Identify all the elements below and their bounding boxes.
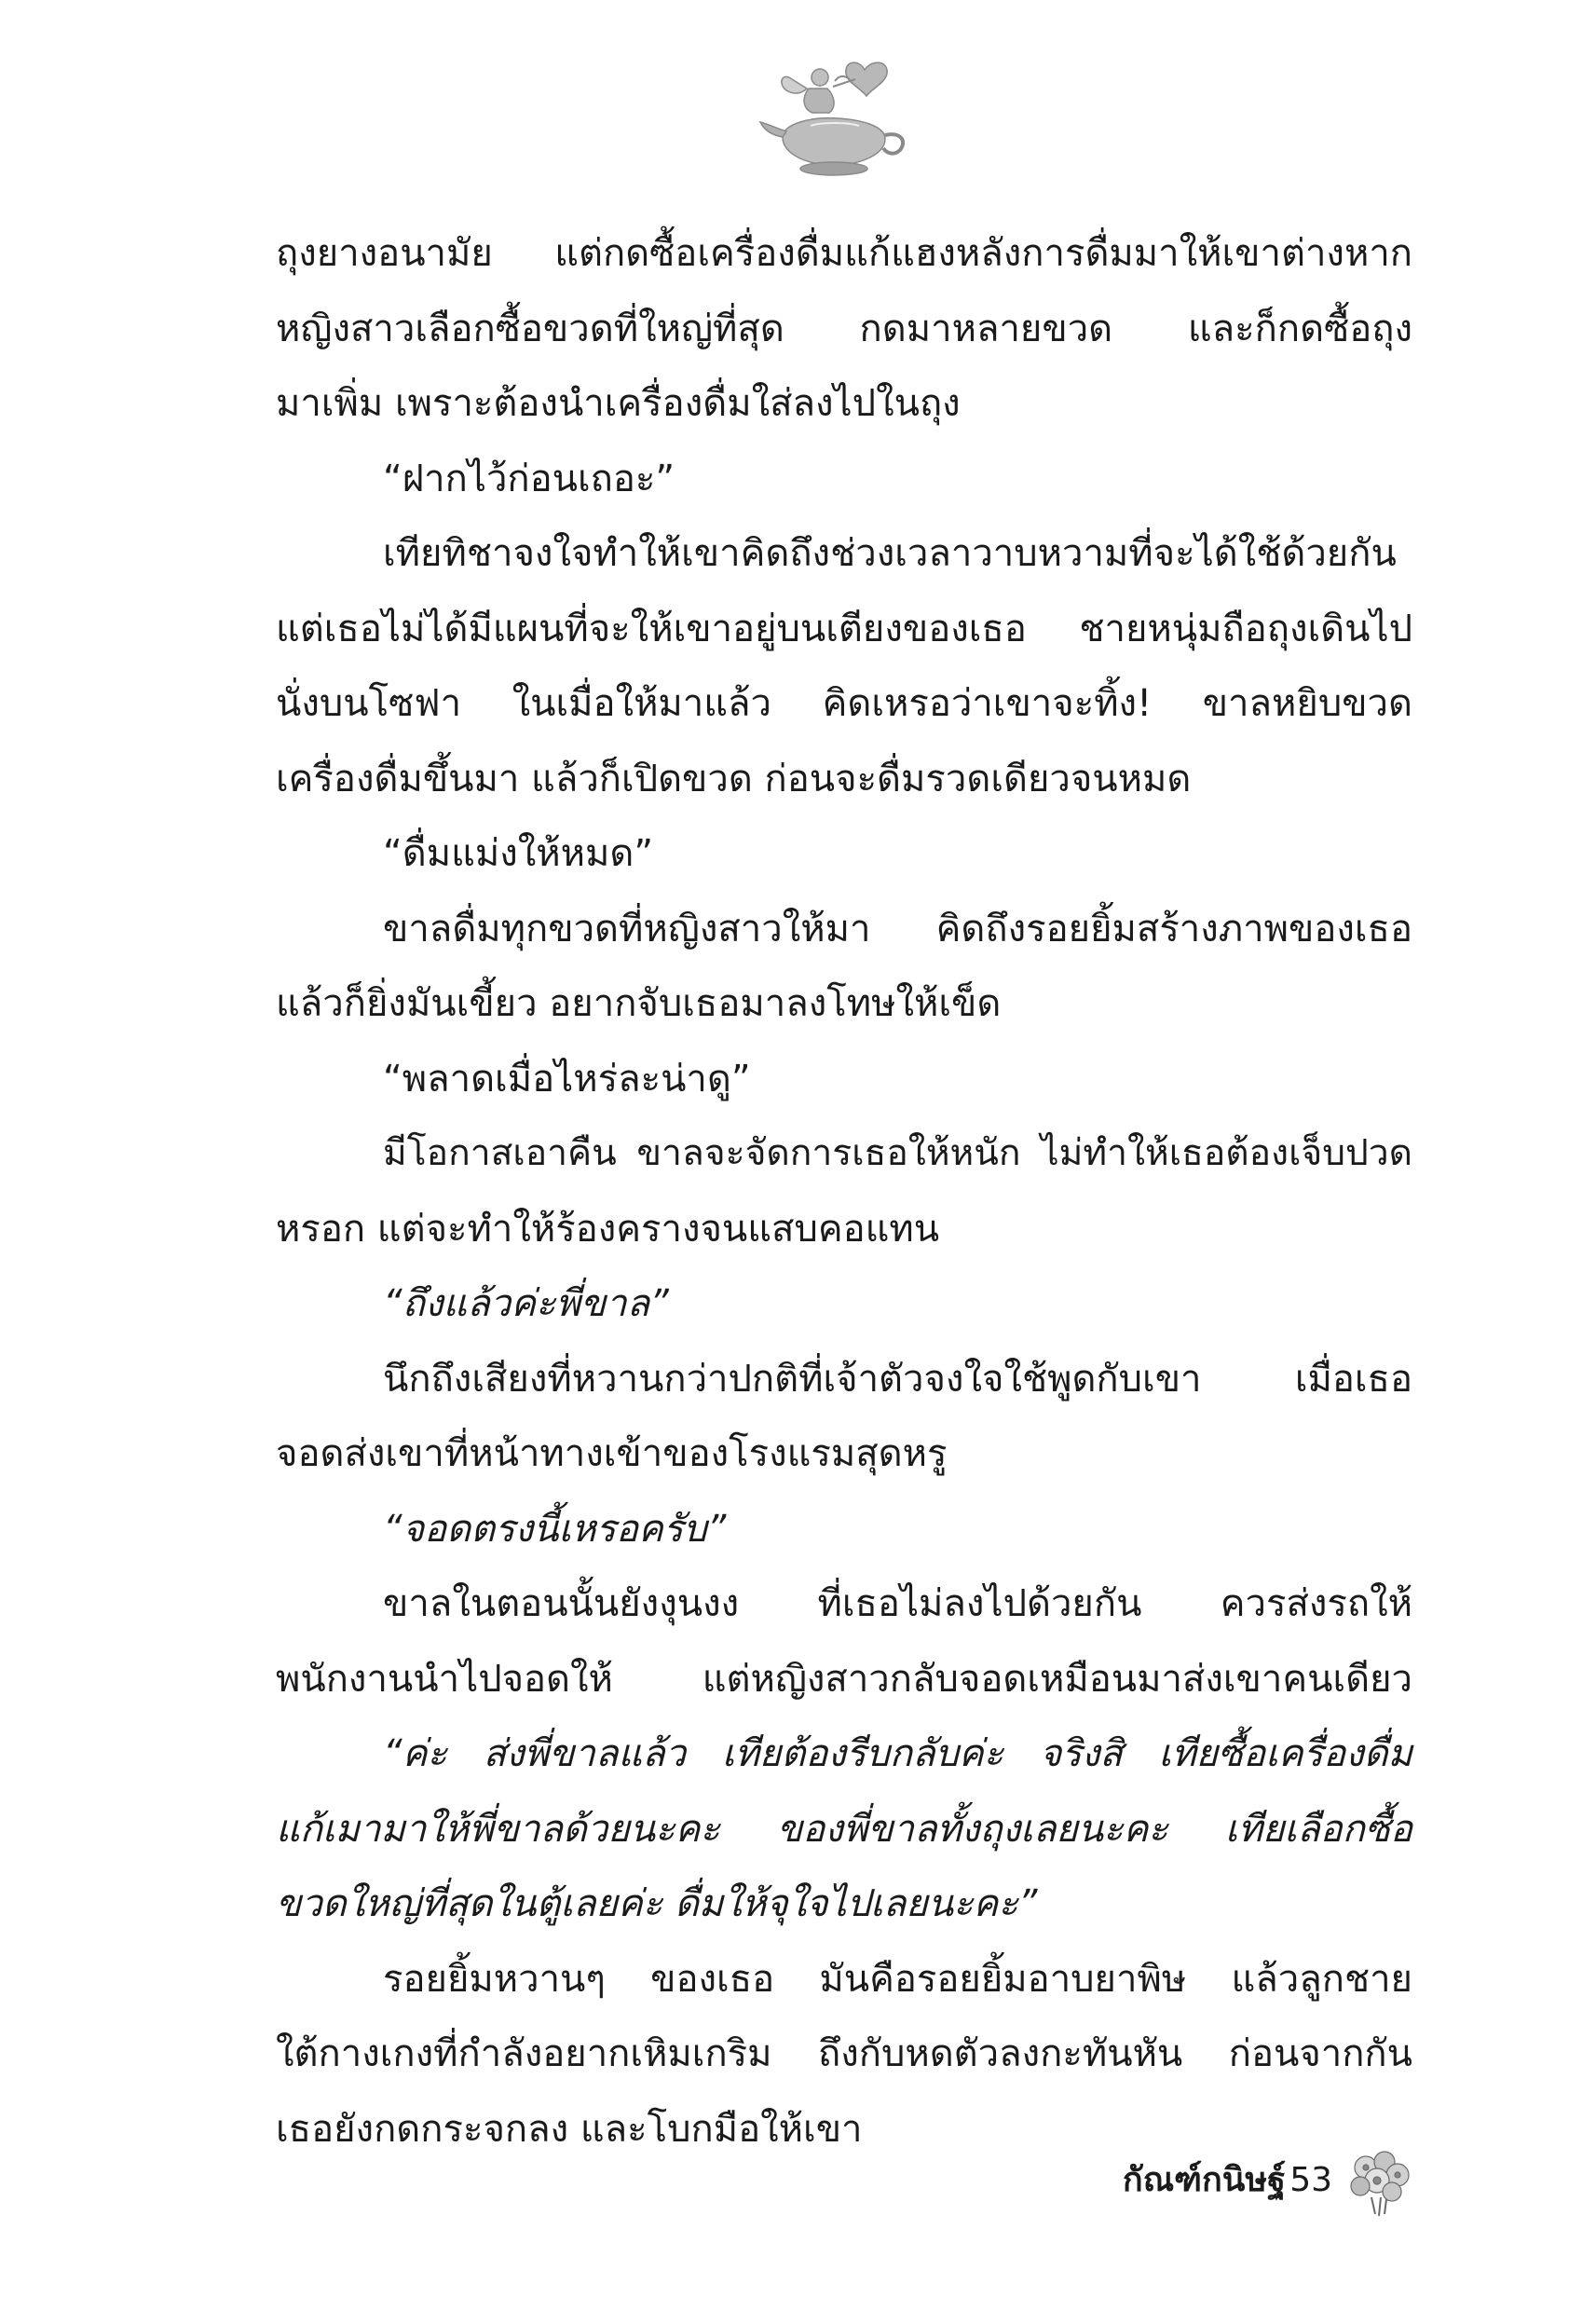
text-line: ขาลในตอนนั้นยังงุนงง ที่เธอไม่ลงไปด้วยกัน ควรส่งรถให้ <box>383 1582 1412 1625</box>
text-line: “พลาดเมื่อไหร่ละน่าดู” <box>383 1057 751 1101</box>
text-line: “ดื่มแม่งให้หมด” <box>383 832 654 875</box>
text-line: เทียทิชาจงใจทำให้เขาคิดถึงช่วงเวลาวาบหวามที่จะได้ใช้ด้วยกัน <box>383 532 1397 575</box>
text-line: ขาลดื่มทุกขวดที่หญิงสาวให้มา คิดถึงรอยยิ้มสร้างภาพของเธอ <box>383 907 1412 950</box>
text-line: “ฝากไว้ก่อนเถอะ” <box>383 457 675 500</box>
book-title: กัณฑ์กนิษฐ์ <box>1122 2161 1286 2199</box>
text-line: จอดส่งเขาที่หน้าทางเข้าของโรงแรมสุดหรู <box>276 1432 948 1475</box>
text-line: “ค่ะ ส่งพี่ขาลแล้ว เทียต้องรีบกลับค่ะ จริงสิ เทียซื้อเครื่องดื่ม <box>383 1732 1412 1775</box>
cupid-teapot-ornament-icon <box>755 51 913 182</box>
text-line: ถุงยางอนามัย แต่กดซื้อเครื่องดื่มแก้แฮงหลังการดื่มมาให้เขาต่างหาก <box>276 232 1412 275</box>
text-line: ใต้กางเกงที่กำลังอยากเหิมเกริม ถึงกับหดตัวลงกะทันหัน ก่อนจากกัน <box>276 2032 1412 2075</box>
text-line: มาเพิ่ม เพราะต้องนำเครื่องดื่มใส่ลงไปในถุง <box>276 382 961 425</box>
text-line: แต่เธอไม่ได้มีแผนที่จะให้เขาอยู่บนเตียงของเธอ ชายหนุ่มถือถุงเดินไป <box>276 607 1412 650</box>
text-line: “จอดตรงนี้เหรอครับ” <box>383 1507 727 1551</box>
body-text <box>276 216 1412 2167</box>
text-line: มีโอกาสเอาคืน ขาลจะจัดการเธอให้หนัก ไม่ทำให้เธอต้องเจ็บปวด <box>383 1132 1412 1174</box>
text-line: แก้เมามาให้พี่ขาลด้วยนะคะ ของพี่ขาลทั้งถุงเลยนะคะ เทียเลือกซื้อ <box>276 1807 1412 1851</box>
text-line: เครื่องดื่มขึ้นมา แล้วก็เปิดขวด ก่อนจะดื่มรวดเดียวจนหมด <box>276 757 1192 800</box>
text-line: หรอก แต่จะทำให้ร้องครางจนแสบคอแทน <box>276 1207 940 1251</box>
text-line: นั่งบนโซฟา ในเมื่อให้มาแล้ว คิดเหรอว่าเขาจะทิ้ง! ขาลหยิบขวด <box>276 682 1412 725</box>
text-line: แล้วก็ยิ่งมันเขี้ยว อยากจับเธอมาลงโทษให้เข็ด <box>276 982 1002 1025</box>
page-footer <box>1025 2143 1398 2218</box>
text-line: หญิงสาวเลือกซื้อขวดที่ใหญ่ที่สุด กดมาหลายขวด และก็กดซื้อถุง <box>276 307 1412 350</box>
text-line: ขวดใหญ่ที่สุดในตู้เลยค่ะ ดื่มให้จุใจไปเลยนะคะ” <box>276 1882 1038 1925</box>
text-line: พนักงานนำไปจอดให้ แต่หญิงสาวกลับจอดเหมือนมาส่งเขาคนเดียว <box>276 1657 1412 1701</box>
flower-bouquet-icon <box>1344 2143 1416 2218</box>
page-number: 53 <box>1289 2161 1332 2199</box>
text-line: “ถึงแล้วค่ะพี่ขาล” <box>383 1282 669 1325</box>
text-line: นึกถึงเสียงที่หวานกว่าปกติที่เจ้าตัวจงใจใช้พูดกับเขา เมื่อเธอ <box>383 1357 1412 1401</box>
text-line: เธอยังกดกระจกลง และโบกมือให้เขา <box>276 2107 863 2151</box>
text-line: รอยยิ้มหวานๆ ของเธอ มันคือรอยยิ้มอาบยาพิษ แล้วลูกชาย <box>383 1957 1412 2001</box>
